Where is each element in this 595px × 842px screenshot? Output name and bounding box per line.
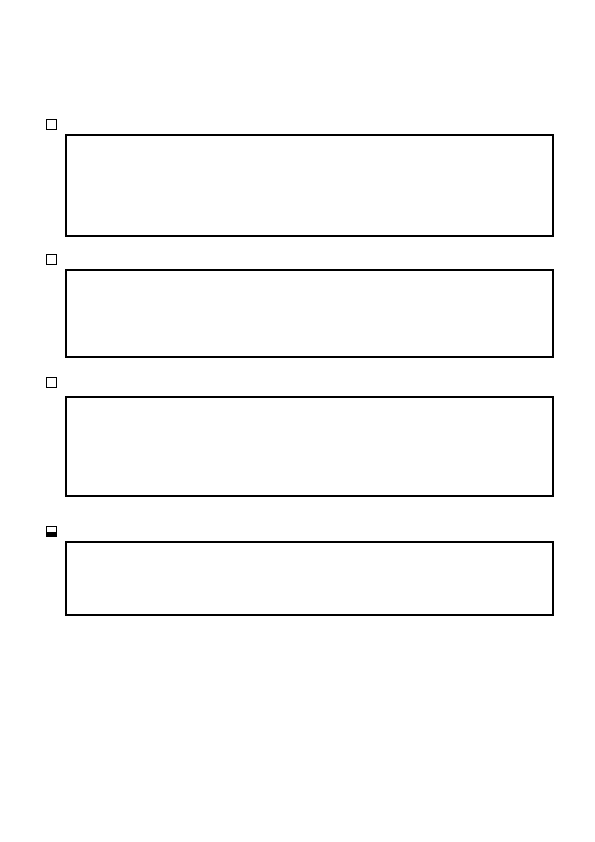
section-2-box	[65, 269, 554, 358]
checkbox-icon	[46, 119, 57, 130]
checkbox-icon	[46, 377, 57, 388]
checkbox-icon	[46, 254, 57, 265]
checkbox-icon	[46, 526, 57, 537]
section-1-header	[46, 117, 65, 131]
section-3-header	[46, 375, 65, 389]
section-2-header	[46, 252, 65, 266]
section-4-box	[65, 541, 554, 616]
section-1-box	[65, 134, 554, 237]
section-3-box	[65, 396, 554, 497]
section-4-header	[46, 524, 65, 538]
